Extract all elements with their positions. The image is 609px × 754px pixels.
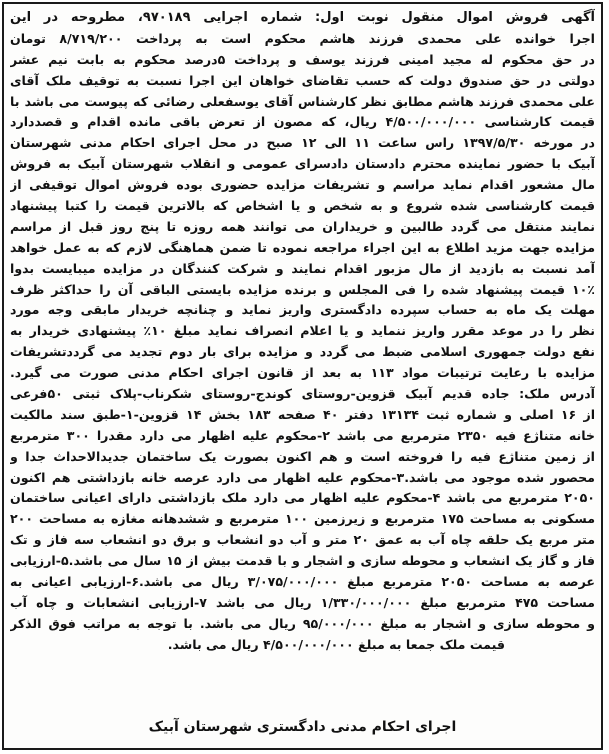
notice-line: محصور شده موجود می باشد.۳-محکوم علیه اظهار می دارد عرصه خانه بازداشتی هم اکنون: [10, 469, 595, 485]
notice-line: آبیک با حضور نماینده محترم دادستان دادسرای عمومی و انقلاب شهرستان آبیک به فروش: [10, 156, 595, 172]
notice-frame: [2, 2, 603, 750]
notice-line: مزایده جهت مزید اطلاع به این اجراء مراجعه نموده تا ضمن هماهنگی لازم که به عمل خواهد: [10, 239, 595, 255]
notice-line: مساحت ۴۷۵ مترمربع مبلغ ۱/۳۳۰/۰۰۰/۰۰۰ ریال می باشد ۷-ارزیابی انشعابات و چاه آب: [10, 594, 595, 610]
notice-line: قیمت کارشناسی شده شروع و به شخص و یا اشخاص که بالاترین قیمت را کتبا پیشنهاد: [10, 198, 595, 214]
notice-line: علی محمدی فرزند هاشم مطابق نظر کارشناس آقای یوسفعلی رضائی که پیوست می باشد با: [10, 93, 595, 109]
notice-line: آدرس ملک: جاده قدیم آبیک قزوین-روستای کوندج-روستای شکرناب-پلاک ثبتی ۵۰فرعی: [10, 386, 595, 402]
notice-line: فاز و گاز یک انشعاب و محوطه سازی و اشجار و با قدمت بیش از ۱۵ سال می باشد.۵-ارزیابی: [10, 553, 595, 569]
notice-body: [10, 8, 595, 744]
notice-line: نمایند منتقل می گردد طالبین و خریداران می توانند همه روزه تا پنج روز قبل از مراسم: [10, 218, 595, 234]
notice-line: نفع دولت جمهوری اسلامی ضبط می گردد و مزایده برای بار دوم تجدید می گرددتشریفات: [10, 344, 595, 360]
notice-line: مسکونی به مساحت ۱۷۵ مترمربع و زیرزمین ۱۰۰ مترمربع و ششدهانه مغازه به مساحت ۲۰۰: [10, 511, 595, 527]
notice-line: نظر را در موعد مقرر واریز ننماید و یا اعلام انصراف نماید مبلغ ۱۰٪ پیشنهادی خریدار به: [10, 323, 595, 339]
notice-line: از ۱۶ اصلی و شماره ثبت ۱۳۱۳۴ دفتر ۴۰ صفحه ۱۸۳ بخش ۱۴ قزوین-۱-طبق سند مالکیت: [10, 406, 595, 422]
notice-line: خانه متناژع فیه ۲۳۵۰ مترمربع می باشد ۲-محکوم علیه اظهار می دارد مقدرا ۳۰۰ مترمربع: [10, 427, 595, 443]
notice-line: مال مشعور اقدام نماید مراسم و تشریفات مزایده حضوری بوده فروش اموال توقیفی از: [10, 177, 595, 193]
notice-line: از زمین متناژع فیه را فروخته است و هم اکنون بصورت یک ساختمان جدیدالاحداث جدا و: [10, 448, 595, 464]
notice-line: ۱۰٪ قیمت پیشنهاد شده را فی المجلس و برنده مزایده بایستی الباقی آن را حداکثر ظرف: [10, 281, 595, 297]
notice-line: عرصه به مساحت ۲۰۵۰ مترمربع مبلغ ۳/۰۷۵/۰۰۰/۰۰۰ ریال می باشد.۶-ارزیابی اعیانی به: [10, 574, 595, 590]
notice-line-final: قیمت ملک جمعا به مبلغ ۴/۵۰۰/۰۰۰/۰۰۰ ریال می باشد.: [167, 636, 505, 652]
notice-line: و محوطه سازی و اشجار به مبلغ ۹۵/۰۰۰/۰۰۰ ریال می باشد. با توجه به مراتب فوق الذکر: [10, 615, 595, 631]
notice-line: مهلت یک ماه به حساب سپرده دادگستری واریز نماید و چنانچه خریدار مابقی وجه مورد: [10, 302, 595, 318]
notice-line: در حق محکوم له مجید امینی فرزند یوسف و پرداخت ۵درصد محکوم به بابت نیم عشر: [10, 51, 595, 67]
notice-line: ۲۰۵۰ مترمربع می باشد ۴-محکوم علیه اظهار می دارد ملک بازداشتی دارای اعیانی ساختمان: [10, 490, 595, 506]
notice-line: دولتی در حق صندوق دولت که حسب تقاضای خواهان این اجرا نسبت به توقیف ملک آقای: [10, 72, 595, 88]
notice-line: قیمت کارشناسی ۴/۵۰۰/۰۰۰/۰۰۰ ریال، که مصون از تعرض باقی مانده اقدام و قصددارد: [10, 114, 595, 130]
notice-line: اجرا خوانده علی محمدی فرزند هاشم محکوم است به پرداخت ۸/۷۱۹/۲۰۰ تومان: [10, 30, 595, 46]
notice-line: مزایده با رعایت ترتیبات مواد ۱۱۳ به بعد از قانون اجرای احکام مدنی صورت می گیرد.: [10, 365, 595, 381]
notice-line: متر مربع یک حلقه چاه آب به عمق ۲۰ متر و آب دو انشعاب و برق دو انشعاب سه فاز و تک: [10, 532, 595, 548]
notice-signature: اجرای احکام مدنی دادگستری شهرستان آبیک: [148, 719, 457, 735]
notice-line: در مورخه ۱۳۹۷/۵/۳۰ راس ساعت ۱۱ الی ۱۲ صبح در محل اجرای احکام مدنی شهرستان: [10, 135, 595, 151]
notice-line: آمد نسبت به بازدید از مال مزبور اقدام نمایند و شرکت کنندگان در مزایده میبایست بدوا: [10, 260, 595, 276]
notice-line-title: آگهی فروش اموال منقول نوبت اول: شماره اجرایی ۹۷۰۱۸۹، مطروحه در این: [10, 10, 595, 25]
